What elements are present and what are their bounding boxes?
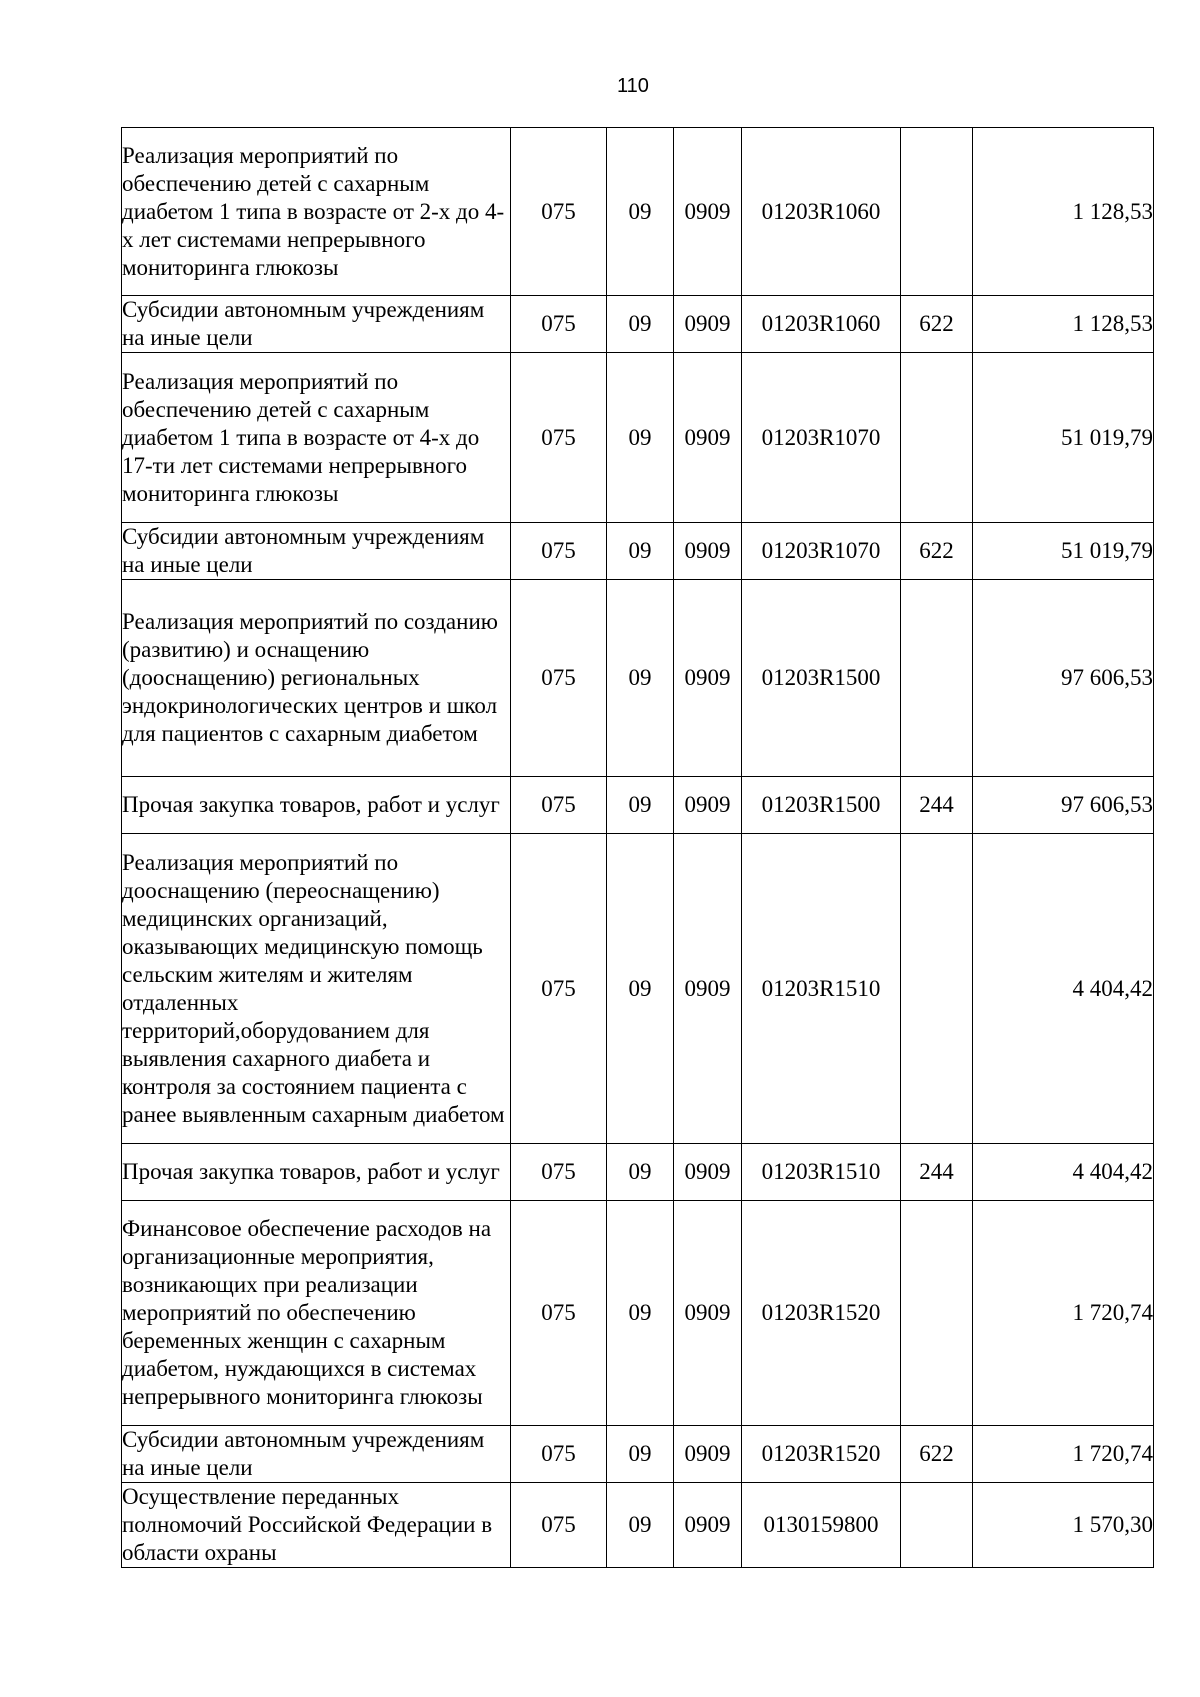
- target-code: 01203R1060: [742, 296, 901, 353]
- grbs-code: 075: [511, 296, 607, 353]
- table-row: [122, 353, 1154, 523]
- subsection-code: 0909: [674, 777, 742, 834]
- page-number: 110: [617, 75, 649, 97]
- target-code: 01203R1520: [742, 1426, 901, 1483]
- amount: 1 128,53: [973, 296, 1154, 353]
- section-code: 09: [607, 834, 674, 1144]
- grbs-code: 075: [511, 128, 607, 296]
- subsection-code: 0909: [674, 834, 742, 1144]
- target-code: 01203R1510: [742, 834, 901, 1144]
- subsection-code: 0909: [674, 523, 742, 580]
- section-code: 09: [607, 523, 674, 580]
- grbs-code: 075: [511, 1426, 607, 1483]
- amount: 1 128,53: [973, 128, 1154, 296]
- section-code: 09: [607, 777, 674, 834]
- target-code: 01203R1070: [742, 523, 901, 580]
- amount: 97 606,53: [973, 580, 1154, 777]
- row-name: Реализация мероприятий по обеспечению детей с сахарным диабетом 1 типа в возрасте от 2-х до 4-х лет системами непрерывного мониторинга глюкозы: [122, 128, 511, 296]
- subsection-code: 0909: [674, 1426, 742, 1483]
- section-code: 09: [607, 296, 674, 353]
- row-name: Субсидии автономным учреждениям на иные цели: [122, 523, 511, 580]
- expense-type-code: [901, 353, 973, 523]
- target-code: 01203R1500: [742, 580, 901, 777]
- amount: 1 720,74: [973, 1426, 1154, 1483]
- grbs-code: 075: [511, 1201, 607, 1426]
- table-row: [122, 1483, 1154, 1568]
- grbs-code: 075: [511, 523, 607, 580]
- section-code: 09: [607, 128, 674, 296]
- amount: 4 404,42: [973, 834, 1154, 1144]
- table-row: [122, 834, 1154, 1144]
- expense-type-code: [901, 834, 973, 1144]
- table-row: [122, 777, 1154, 834]
- grbs-code: 075: [511, 353, 607, 523]
- section-code: 09: [607, 1483, 674, 1568]
- table-row: [122, 1201, 1154, 1426]
- subsection-code: 0909: [674, 1201, 742, 1426]
- section-code: 09: [607, 1201, 674, 1426]
- expense-type-code: [901, 1483, 973, 1568]
- expense-type-code: [901, 580, 973, 777]
- expense-type-code: 622: [901, 1426, 973, 1483]
- subsection-code: 0909: [674, 1483, 742, 1568]
- row-name: Субсидии автономным учреждениям на иные цели: [122, 296, 511, 353]
- grbs-code: 075: [511, 777, 607, 834]
- grbs-code: 075: [511, 1144, 607, 1201]
- grbs-code: 075: [511, 834, 607, 1144]
- target-code: 01203R1520: [742, 1201, 901, 1426]
- target-code: 0130159800: [742, 1483, 901, 1568]
- row-name: Реализация мероприятий по созданию (развитию) и оснащению (дооснащению) региональных эндокринологических центров и школ для пациентов с сахарным диабетом: [122, 580, 511, 777]
- target-code: 01203R1510: [742, 1144, 901, 1201]
- target-code: 01203R1060: [742, 128, 901, 296]
- table-row: [122, 523, 1154, 580]
- table-row: [122, 296, 1154, 353]
- row-name: Прочая закупка товаров, работ и услуг: [122, 1144, 511, 1201]
- amount: 51 019,79: [973, 523, 1154, 580]
- subsection-code: 0909: [674, 128, 742, 296]
- subsection-code: 0909: [674, 353, 742, 523]
- target-code: 01203R1070: [742, 353, 901, 523]
- target-code: 01203R1500: [742, 777, 901, 834]
- section-code: 09: [607, 580, 674, 777]
- table-row: [122, 128, 1154, 296]
- subsection-code: 0909: [674, 580, 742, 777]
- expense-type-code: 244: [901, 1144, 973, 1201]
- table-row: [122, 580, 1154, 777]
- amount: 4 404,42: [973, 1144, 1154, 1201]
- subsection-code: 0909: [674, 1144, 742, 1201]
- section-code: 09: [607, 1144, 674, 1201]
- grbs-code: 075: [511, 1483, 607, 1568]
- table-row: [122, 1144, 1154, 1201]
- expense-type-code: 244: [901, 777, 973, 834]
- table-row: [122, 1426, 1154, 1483]
- expense-type-code: 622: [901, 296, 973, 353]
- budget-table: [121, 127, 1154, 1568]
- amount: 1 570,30: [973, 1483, 1154, 1568]
- row-name: Реализация мероприятий по обеспечению детей с сахарным диабетом 1 типа в возрасте от 4-х до 17-ти лет системами непрерывного мониторинга глюкозы: [122, 353, 511, 523]
- section-code: 09: [607, 353, 674, 523]
- amount: 97 606,53: [973, 777, 1154, 834]
- row-name: Субсидии автономным учреждениям на иные цели: [122, 1426, 511, 1483]
- section-code: 09: [607, 1426, 674, 1483]
- expense-type-code: 622: [901, 523, 973, 580]
- row-name: Прочая закупка товаров, работ и услуг: [122, 777, 511, 834]
- expense-type-code: [901, 1201, 973, 1426]
- row-name: Осуществление переданных полномочий Российской Федерации в области охраны: [122, 1483, 511, 1568]
- subsection-code: 0909: [674, 296, 742, 353]
- amount: 51 019,79: [973, 353, 1154, 523]
- grbs-code: 075: [511, 580, 607, 777]
- row-name: Реализация мероприятий по дооснащению (переоснащению) медицинских организаций, оказывающих медицинскую помощь сельским жителям и жителям отдаленных территорий,оборудованием для выявления сахарного диабета и контроля за состоянием пациента с ранее выявленным сахарным диабетом: [122, 834, 511, 1144]
- expense-type-code: [901, 128, 973, 296]
- row-name: Финансовое обеспечение расходов на организационные мероприятия, возникающих при реализации мероприятий по обеспечению беременных женщин с сахарным диабетом, нуждающихся в системах непрерывного мониторинга глюкозы: [122, 1201, 511, 1426]
- amount: 1 720,74: [973, 1201, 1154, 1426]
